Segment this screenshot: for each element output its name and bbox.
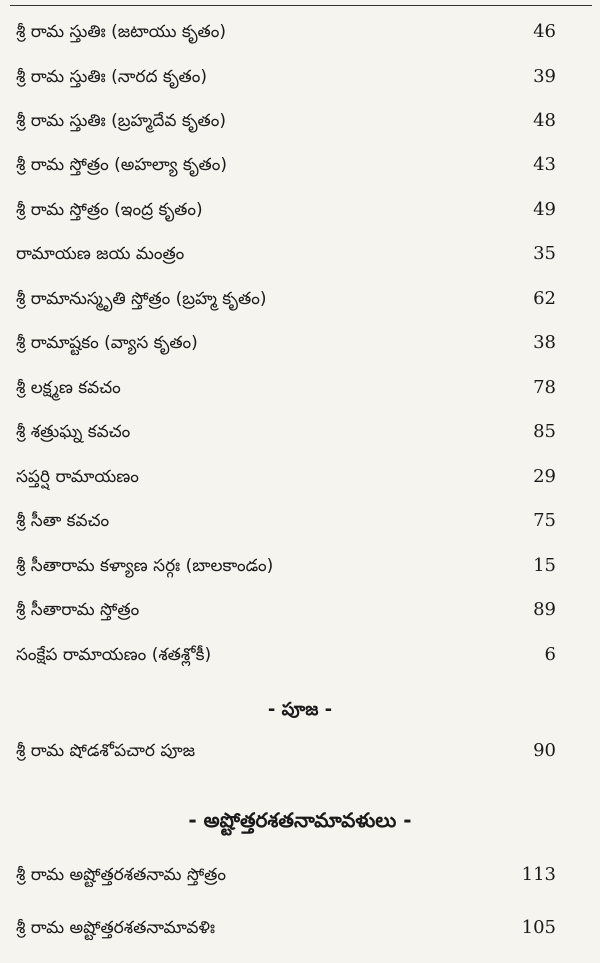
entry-page: 105 [521,917,556,938]
entry-title: శ్రీ రామాష్టకం (వ్యాస కృతం) [16,333,198,353]
toc-entry[interactable] [16,917,556,942]
entry-page: 78 [533,377,556,398]
entry-page: 43 [533,154,556,175]
entry-title: శ్రీ రామ స్తుతిః (జటాయు కృతం) [16,22,227,42]
entry-title: శ్రీ రామ స్తోత్రం (అహల్యా కృతం) [16,155,228,175]
toc-entry[interactable] [16,377,556,402]
entry-page: 113 [521,864,556,885]
toc-entry[interactable] [16,599,556,624]
toc-entry[interactable] [16,510,556,535]
entry-title: శ్రీ సీతా కవచం [16,511,110,531]
entry-title: శ్రీ లక్ష్మణ కవచం [16,378,121,398]
entry-title: శ్రీ రామ స్తోత్రం (ఇంద్ర కృతం) [16,200,203,220]
entry-page: 49 [533,199,556,220]
entry-title: రామాయణ జయ మంత్రం [16,244,185,264]
entry-page: 6 [544,644,556,665]
entry-page: 75 [533,510,556,531]
entry-page: 85 [533,421,556,442]
section-heading-ashtottara: - అష్టోత్తరశతనామావళులు - [188,808,412,832]
entry-title: శ్రీ రామ అష్టోత్తరశతనామ స్తోత్రం [16,865,227,885]
toc-entry[interactable] [16,288,556,313]
entry-title: శ్రీ రామ షోడశోపచార పూజ [16,741,196,761]
entry-title: సప్తర్షి రామాయణం [16,467,139,487]
entry-page: 89 [533,599,556,620]
toc-entry[interactable] [16,66,556,91]
entry-page: 38 [533,332,556,353]
entry-page: 48 [533,110,556,131]
toc-entry[interactable] [16,466,556,491]
entry-page: 15 [533,555,556,576]
toc-entry[interactable] [16,199,556,224]
toc-entry[interactable] [16,243,556,268]
toc-entry[interactable] [16,644,556,669]
entry-title: శ్రీ రామానుస్మృతి స్తోత్రం (బ్రహ్మ కృతం) [16,289,267,309]
entry-page: 90 [533,740,556,761]
section-heading-puja: - పూజ - [267,699,333,720]
toc-entry[interactable] [16,740,556,765]
entry-title: శ్రీ రామ స్తుతిః (బ్రహ్మదేవ కృతం) [16,111,226,131]
toc-entry[interactable] [16,555,556,580]
toc-entry[interactable] [16,110,556,135]
entry-title: శ్రీ రామ అష్టోత్తరశతనామావళిః [16,918,215,938]
entry-title: సంక్షేప రామాయణం (శతశ్లోకీ) [16,645,212,665]
toc-entry[interactable] [16,864,556,889]
toc-entry[interactable] [16,154,556,179]
toc-entry[interactable] [16,332,556,357]
entry-title: శ్రీ శత్రుఘ్న కవచం [16,422,131,442]
entry-title: శ్రీ సీతారామ కళ్యాణ సర్గః (బాలకాండం) [16,556,274,576]
toc-entry[interactable] [16,421,556,446]
entry-page: 46 [533,21,556,42]
entry-page: 29 [533,466,556,487]
top-rule [10,5,592,6]
entry-page: 62 [533,288,556,309]
entry-title: శ్రీ సీతారామ స్తోత్రం [16,600,140,620]
entry-page: 35 [533,243,556,264]
entry-title: శ్రీ రామ స్తుతిః (నారద కృతం) [16,67,208,87]
entry-page: 39 [533,66,556,87]
toc-entry[interactable] [16,21,556,46]
